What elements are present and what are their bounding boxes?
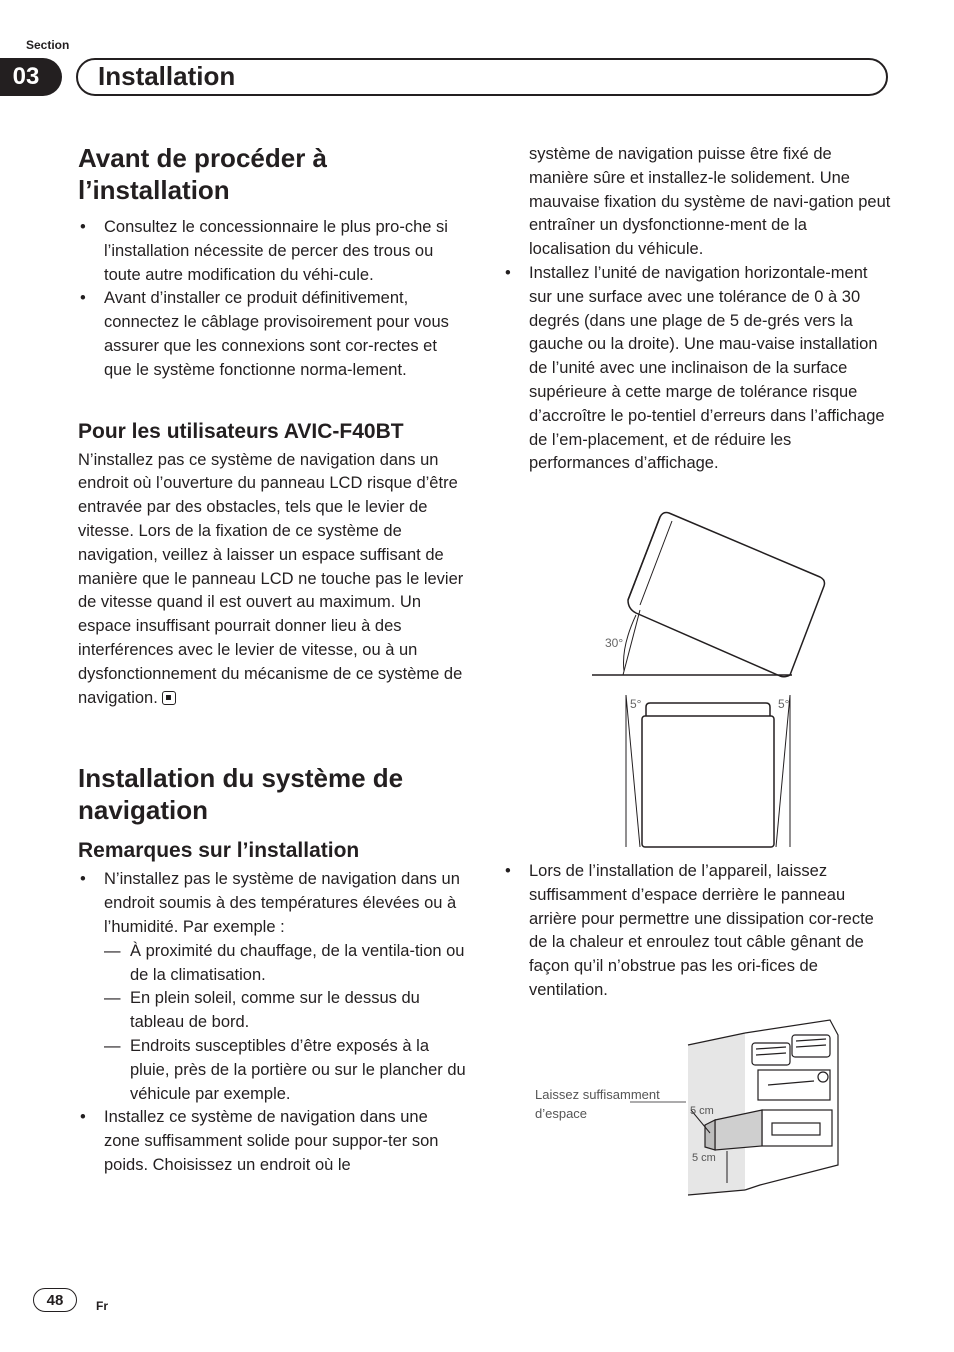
list-item: • Installez ce système de navigation dans une zone suffisamment solide pour suppor-ter son poids. Choisissez un endroit où le xyxy=(78,1106,466,1177)
tilt-list xyxy=(503,262,891,476)
heading-before-installation: Avant de procéder à l’installation xyxy=(78,143,328,205)
clearance-dim-bottom: 5 cm xyxy=(692,1152,716,1164)
heading-users-avic: Pour les utilisateurs AVIC-F40BT xyxy=(78,419,404,443)
space-label-line1: Laissez suffisamment xyxy=(535,1087,660,1102)
list-item: • Consultez le concessionnaire le plus pro-che si l’installation nécessite de percer des trous ou toute autre modification du véhi-cule. xyxy=(78,216,466,287)
users-paragraph-text: N’installez pas ce système de navigation dans un endroit où l’ouverture du panneau LCD risque d’être entravée par des obstacles, tels que le levier de vitesse. Lors de la fixation de ce système de navigation, veillez à laisser un espace suffisant de manière que le panneau LCD ne touche pas le levier de vitesse quand il est ouvert au maximum. Un espace insuffisant pourrait donner lieu à des interférences avec le levier de vitesse, ou à un dysfonctionnement du mécanisme de ce système de navigation. xyxy=(78,450,464,707)
angle-arc xyxy=(624,615,637,671)
sub-item-text: En plein soleil, comme sur le dessus du tableau de bord. xyxy=(130,989,420,1032)
clearance-dim-top: 5 cm xyxy=(690,1105,714,1117)
sub-item xyxy=(104,987,466,1035)
heading-installation-notes: Remarques sur l’installation xyxy=(78,839,360,863)
end-of-section-icon xyxy=(162,691,176,705)
page-number: 48 xyxy=(33,1288,77,1312)
right-column-lower xyxy=(503,860,891,1003)
tolerance-left-label: 5° xyxy=(630,697,642,711)
language-code: Fr xyxy=(96,1299,108,1313)
right-column xyxy=(503,143,891,476)
front-unit xyxy=(642,716,774,847)
tolerance-right-label: 5° xyxy=(778,697,790,711)
left-column xyxy=(78,142,466,1178)
space-list xyxy=(503,860,891,1003)
before-list xyxy=(78,216,466,383)
angle-line xyxy=(623,610,640,675)
sub-item-text: Endroits susceptibles d’être exposés à la pluie, près de la portière ou sur le plancher du véhicule par exemple. xyxy=(130,1036,466,1103)
tolerance-line-left xyxy=(626,695,640,847)
section-title: Installation xyxy=(98,61,236,91)
users-paragraph xyxy=(78,449,466,711)
dash-marker: — xyxy=(104,989,121,1008)
heading-installation-system: Installation du système de navigation xyxy=(78,763,404,826)
climate-knob xyxy=(818,1072,828,1082)
notes-list xyxy=(78,868,466,1177)
angle-label: 30° xyxy=(605,636,624,650)
sub-item-text: À proximité du chauffage, de la ventila-tion ou de la climatisation. xyxy=(130,941,465,984)
sub-item xyxy=(104,1035,466,1106)
section-label: Section xyxy=(26,38,70,52)
list-item xyxy=(78,868,466,1106)
section-number-badge: 03 xyxy=(0,58,62,96)
tilted-unit xyxy=(628,513,825,677)
clearance-figure xyxy=(530,1015,860,1200)
dash-marker: — xyxy=(104,1036,121,1055)
list-item: • Avant d’installer ce produit définitivement, connectez le câblage provisoirement pour vous assurer que les connexions sont cor-rectes et que le système fonctionne norma-lement. xyxy=(78,287,466,382)
space-label-line2: d’espace xyxy=(535,1106,588,1121)
sub-item xyxy=(104,940,466,988)
tolerance-line-right xyxy=(776,695,790,847)
list-item: • Installez l’unité de navigation horizontale-ment sur une surface avec une tolérance de 0 à 30 degrés (dans une plage de 5 de-grés vers la gauche ou la droite). Une mau-vaise installation de l’unité avec une inclinaison de la surface supérieure à cette marge de tolérance risque d’accroître le po-tentiel d’erreurs dans l’affichage de l’em-placement, et de réduire les performances d’affichage. xyxy=(503,262,891,476)
dash-marker: — xyxy=(104,941,121,960)
tilt-angle-figure xyxy=(580,505,840,855)
note-text: • N’installez pas le système de navigation dans un endroit soumis à des températures élevées ou à l’humidité. Par exemple : xyxy=(104,870,460,936)
continued-paragraph: système de navigation puisse être fixé de manière sûre et installez-le solidement. Une mauvaise fixation du système de navi-gation peut entraîner un dysfonctionne-ment de la localisation du véhicule. xyxy=(529,145,891,259)
list-item: • Lors de l’installation de l’appareil, laissez suffisamment d’espace derrière le panneau arrière pour permettre une dissipation cor-recte de la chaleur et enroulez tout câble gênant de façon qu’il n’obstrue pas les ori-fices de ventilation. xyxy=(503,860,891,1003)
